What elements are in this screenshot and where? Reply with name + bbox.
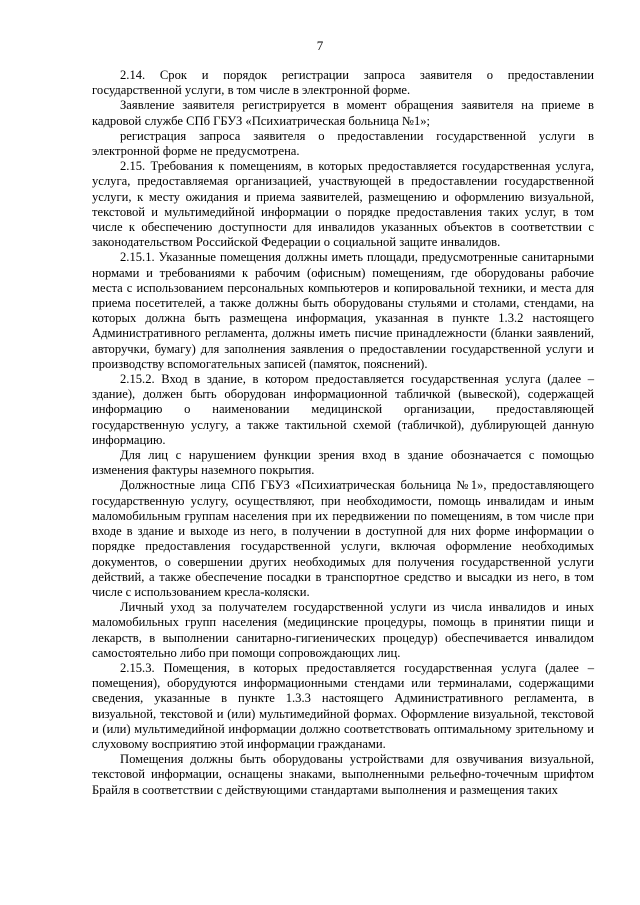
paragraph-premises-equipment: Помещения должны быть оборудованы устройствами для озвучивания визуальной, текстовой информации, оснащены знаками, выполненными рельефно-точечным шрифтом Брайля в соответствии с действующими стандартами выполнения и размещения таких [92, 752, 594, 797]
paragraph-2-15: 2.15. Требования к помещениям, в которых предоставляется государственная услуга, услуга, предоставляемая организацией, участвующей в предоставлении государственной услуги, к месту ожидания и приема заявителей, размещению и оформлению визуальной, текстовой и мультимедийной информации о порядке предоставления таких услуг, в том числе к обеспечению доступности для инвалидов указанных объектов в соответствии с законодательством Российской Федерации о социальной защите инвалидов. [92, 159, 594, 250]
paragraph-vision-impaired: Для лиц с нарушением функции зрения вход в здание обозначается с помощью изменения фактуры наземного покрытия. [92, 448, 594, 478]
paragraph-2-15-1: 2.15.1. Указанные помещения должны иметь площади, предусмотренные санитарными нормами и требованиями к рабочим (офисным) помещениям, где оборудованы рабочие места с использованием персональных компьютеров и копировальной техники, и места для приема посетителей, а также должны быть оборудованы стульями и столами, стендами, на которых должна быть размещена информация, указанная в пункте 1.3.2 настоящего Административного регламента, должны иметь писчие принадлежности (бланки заявлений, авторучки, бумагу) для заполнения заявления о предоставлении государственной услуги и производству вспомогательных записей (памяток, пояснений). [92, 250, 594, 371]
paragraph-personal-care: Личный уход за получателем государственной услуги из числа инвалидов и иных маломобильных групп населения (медицинские процедуры, помощь в принятии пищи и лекарств, в выполнении санитарно-гигиенических процедур) обеспечивается инвалидом самостоятельно либо при помощи сопровождающих лиц. [92, 600, 594, 660]
paragraph-registration-electronic: регистрация запроса заявителя о предоставлении государственной услуги в электронной форме не предусмотрена. [92, 128, 594, 159]
document-body [92, 68, 594, 798]
paragraph-officials-assistance: Должностные лица СПб ГБУЗ «Психиатрическая больница №1», предоставляющего государственную услугу, осуществляют, при необходимости, помощь инвалидам и иным маломобильным группам населения при их передвижении по помещениям, в том числе при входе в здание и выходе из него, в получении в доступной для них форме информации о порядке предоставления государственной услуги, включая оформление необходимых документов, о совершении других необходимых для получения государственной услуги действий, а также обеспечение посадки в транспортное средство и высадки из него, в том числе с использованием кресла-коляски. [92, 478, 594, 599]
paragraph-2-15-3: 2.15.3. Помещения, в которых предоставляется государственная услуга (далее – помещения), оборудуются информационными стендами или терминалами, содержащими сведения, указанные в пункте 1.3.3 настоящего Административного регламента, в визуальной, текстовой и (или) мультимедийной формах. Оформление визуальной, текстовой и (или) мультимедийной информации должно соответствовать оптимальному зрительному и слуховому восприятию этой информации гражданами. [92, 660, 594, 751]
paragraph-registration-in-person: Заявление заявителя регистрируется в момент обращения заявителя на приеме в кадровой службе СПб ГБУЗ «Психиатрическая больница №1»; [92, 98, 594, 128]
page-number: 7 [316, 38, 324, 53]
paragraph-2-15-2: 2.15.2. Вход в здание, в котором предоставляется государственная услуга (далее – здание), должен быть оборудован информационной табличкой (вывеской), содержащей информацию о наименовании медицинской организации, предоставляющей государственную услугу, а также тактильной схемой (табличкой), дублирующей данную информацию. [92, 372, 594, 447]
paragraph-2-14: 2.14. Срок и порядок регистрации запроса заявителя о предоставлении государственной услуги, в том числе в электронной форме. [92, 68, 594, 98]
